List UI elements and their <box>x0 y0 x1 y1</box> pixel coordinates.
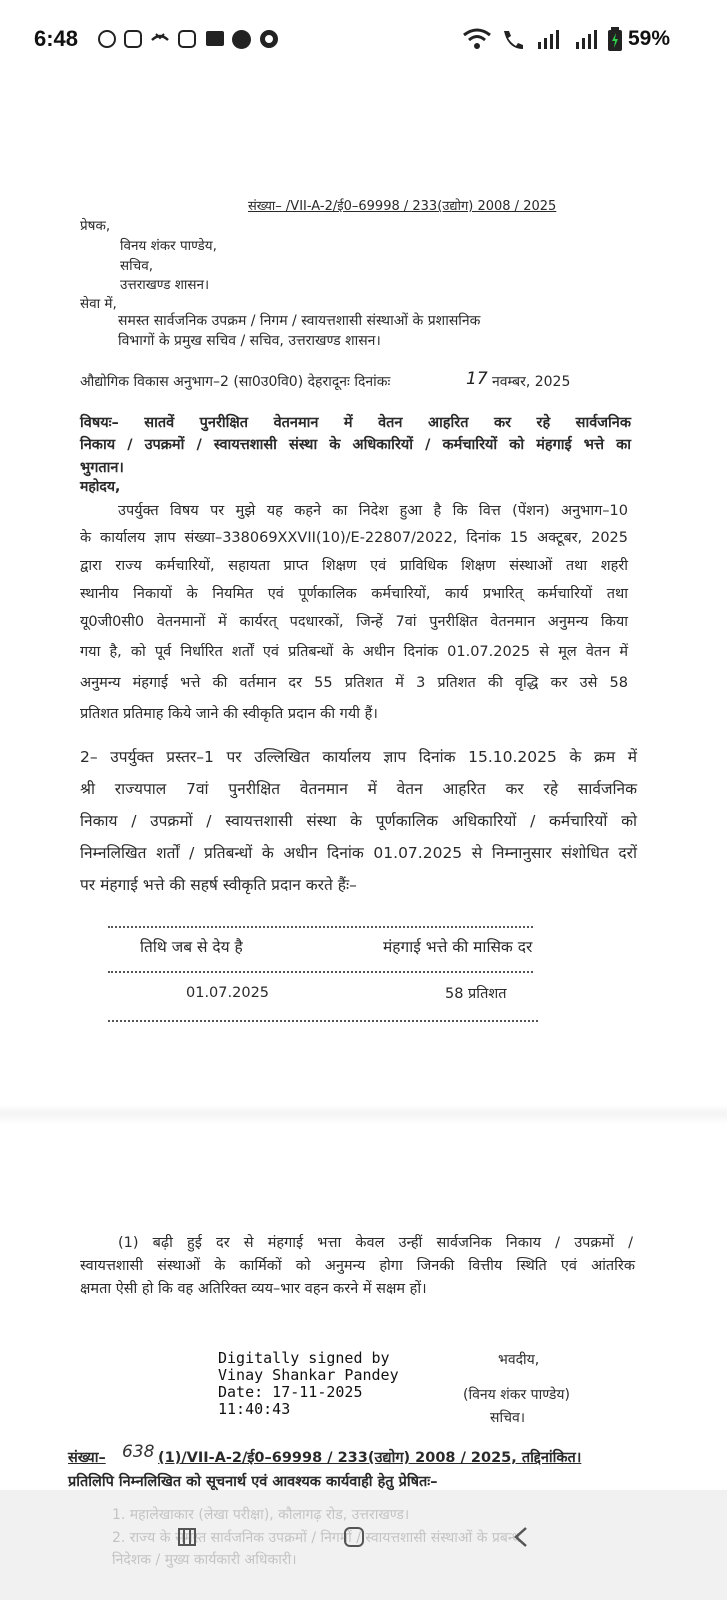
digital-signature-line: Date: 17-11-2025 <box>218 1383 363 1401</box>
table-rule <box>108 971 533 973</box>
volte-call-icon <box>500 28 530 50</box>
closing-yours: भवदीय, <box>498 1352 540 1368</box>
circle-app-icon <box>260 30 278 48</box>
para1-line: गया है, को पूर्व निर्धारित शर्तों एवं प्रतिबन्धों के अधीन दिनांक 01.07.2025 से मूल वेतन में <box>80 644 628 660</box>
wifi-icon <box>462 28 492 50</box>
condition-line: (1) बढ़ी हुई दर से मंहगाई भत्ता केवल उन्हीं सार्वजनिक निकाय / उपक्रमों / <box>118 1235 633 1251</box>
facebook-icon <box>232 30 251 49</box>
para2-line: 2– उपर्युक्त प्रस्तर–1 पर उल्लिखित कार्यालय ज्ञाप दिनांक 15.10.2025 के क्रम में <box>80 748 637 766</box>
department-line: औद्योगिक विकास अनुभाग–2 (सा0उ0वि0) देहरादूनः दिनांकः <box>80 374 391 390</box>
signatory-designation: सचिव। <box>490 1410 526 1426</box>
clock: 6:48 <box>34 26 79 51</box>
copy-ref-prefix: संख्या– <box>68 1450 106 1466</box>
condition-line: क्षमता ऐसी हो कि वह अतिरिक्त व्यय–भार वहन करने में सक्षम हों। <box>80 1281 427 1297</box>
battery-percentage: 59% <box>628 27 671 50</box>
table-rule <box>108 1020 538 1022</box>
navigation-bar <box>0 1490 727 1600</box>
salutation: महोदय, <box>80 479 121 495</box>
whatsapp-icon <box>98 30 116 48</box>
copy-ref-handwritten: 638 <box>122 1442 155 1462</box>
battery-charging-icon <box>607 27 623 51</box>
to-line-1: समस्त सार्वजनिक उपक्रम / निगम / स्वायत्तशासी संस्थाओं के प्रशासनिक <box>118 313 481 329</box>
page-break-shadow <box>0 1105 727 1125</box>
table-header: तिथि जब से देय है <box>140 938 243 956</box>
from-designation: सचिव, <box>120 258 153 274</box>
table-header: मंहगाई भत्ते की मासिक दर <box>383 938 533 956</box>
para1-line: उपर्युक्त विषय पर मुझे यह कहने का निदेश हुआ है कि वित्त (पेंशन) अनुभाग–10 <box>118 503 628 519</box>
para1-line: प्रतिशत प्रतिमाह किये जाने की स्वीकृति प्रदान की गयी हैं। <box>80 706 378 722</box>
table-rule <box>108 926 533 928</box>
copy-ref-number: (1)/VII-A-2/ई0–69998 / 233(उद्योग) 2008 / 2025, तद्दिनांकित। <box>158 1450 582 1466</box>
instagram-icon <box>178 30 196 48</box>
digital-signature-line: 11:40:43 <box>218 1400 291 1418</box>
instagram-icon <box>124 30 142 48</box>
para1-line: के कार्यालय ज्ञाप संख्या–338069XXVII(10)/E-22807/2022, दिनांक 15 अक्टूबर, 2025 <box>80 530 628 546</box>
para2-line: निकाय / उपक्रमों / स्वायत्तशासी संस्था के पूर्णकालिक अधिकारियों / कर्मचारियों को <box>80 812 637 830</box>
table-cell: 58 प्रतिशत <box>445 986 507 1002</box>
copy-intro: प्रतिलिपि निम्नलिखित को सूचनार्थ एवं आवश्यक कार्यवाही हेतु प्रेषितः– <box>68 1474 438 1490</box>
subject-line-3: भुगतान। <box>80 460 124 476</box>
message-icon <box>206 31 224 46</box>
from-org: उत्तराखण्ड शासन। <box>120 277 210 293</box>
letter-date: नवम्बर, 2025 <box>492 374 571 390</box>
subject-line-1: विषयः– सातवें पुनरीक्षित वेतनमान में वेतन आहरित कर रहे सार्वजनिक <box>80 415 631 431</box>
handwritten-date: 17 <box>466 369 488 389</box>
to-label: सेवा में, <box>80 296 117 312</box>
para1-line: यू0जी0सी0 वेतनमानों में कार्यरत् पदधारकों, जिन्हें 7वां पुनरीक्षित वेतनमान अनुमन्य किया <box>80 614 628 630</box>
para1-line: अनुमन्य मंहगाई भत्ते की वर्तमान दर 55 प्रतिशत में 3 प्रतिशत की वृद्धि कर उसे 58 <box>80 675 628 691</box>
para2-line: पर मंहगाई भत्ते की सहर्ष स्वीकृति प्रदान करते हैंः– <box>80 876 357 894</box>
para1-line: द्वारा राज्य कर्मचारियों, सहायता प्राप्त शिक्षण एवं प्राविधिक शिक्षण संस्थाओं तथा शहरी <box>80 558 628 574</box>
from-name: विनय शंकर पाण्डेय, <box>120 238 217 254</box>
signal-icon <box>537 30 559 50</box>
to-line-2: विभागों के प्रमुख सचिव / सचिव, उत्तराखण्ड शासन। <box>118 333 381 349</box>
digital-signature-line: Digitally signed by <box>218 1349 390 1367</box>
subject-line-2: निकाय / उपक्रमों / स्वायत्तशासी संस्था के अधिकारियों / कर्मचारियों को मंहगाई भत्ते का <box>80 437 631 453</box>
reference-number: संख्या– /VII-A-2/ई0–69998 / 233(उद्योग) 2008 / 2025 <box>248 199 557 214</box>
signal-icon <box>575 30 597 50</box>
home-icon[interactable] <box>343 1526 365 1548</box>
para2-line: श्री राज्यपाल 7वां पुनरीक्षित वेतनमान में वेतन आहरित कर रहे सार्वजनिक <box>80 780 637 798</box>
recents-icon[interactable] <box>177 1527 197 1547</box>
missed-call-icon <box>150 30 170 48</box>
para2-line: निम्नलिखित शर्तों / प्रतिबन्धों के अधीन दिनांक 01.07.2025 से निम्नानुसार संशोधित दरों <box>80 844 637 862</box>
para1-line: स्थानीय निकायों के नियमित एवं पूर्णकालिक कर्मचारियों, कार्य प्रभारित् कर्मचारियों तथा <box>80 586 628 602</box>
signatory-name: (विनय शंकर पाण्डेय) <box>463 1387 570 1403</box>
back-icon[interactable] <box>512 1526 530 1548</box>
condition-line: स्वायत्तशासी संस्थाओं के कार्मिकों को अनुमन्य होगा जिनकी वित्तीय स्थिति एवं आंतरिक <box>80 1258 635 1274</box>
table-cell: 01.07.2025 <box>186 985 270 1001</box>
from-label: प्रेषक, <box>80 218 111 234</box>
digital-signature-line: Vinay Shankar Pandey <box>218 1366 399 1384</box>
status-bar <box>0 0 727 80</box>
